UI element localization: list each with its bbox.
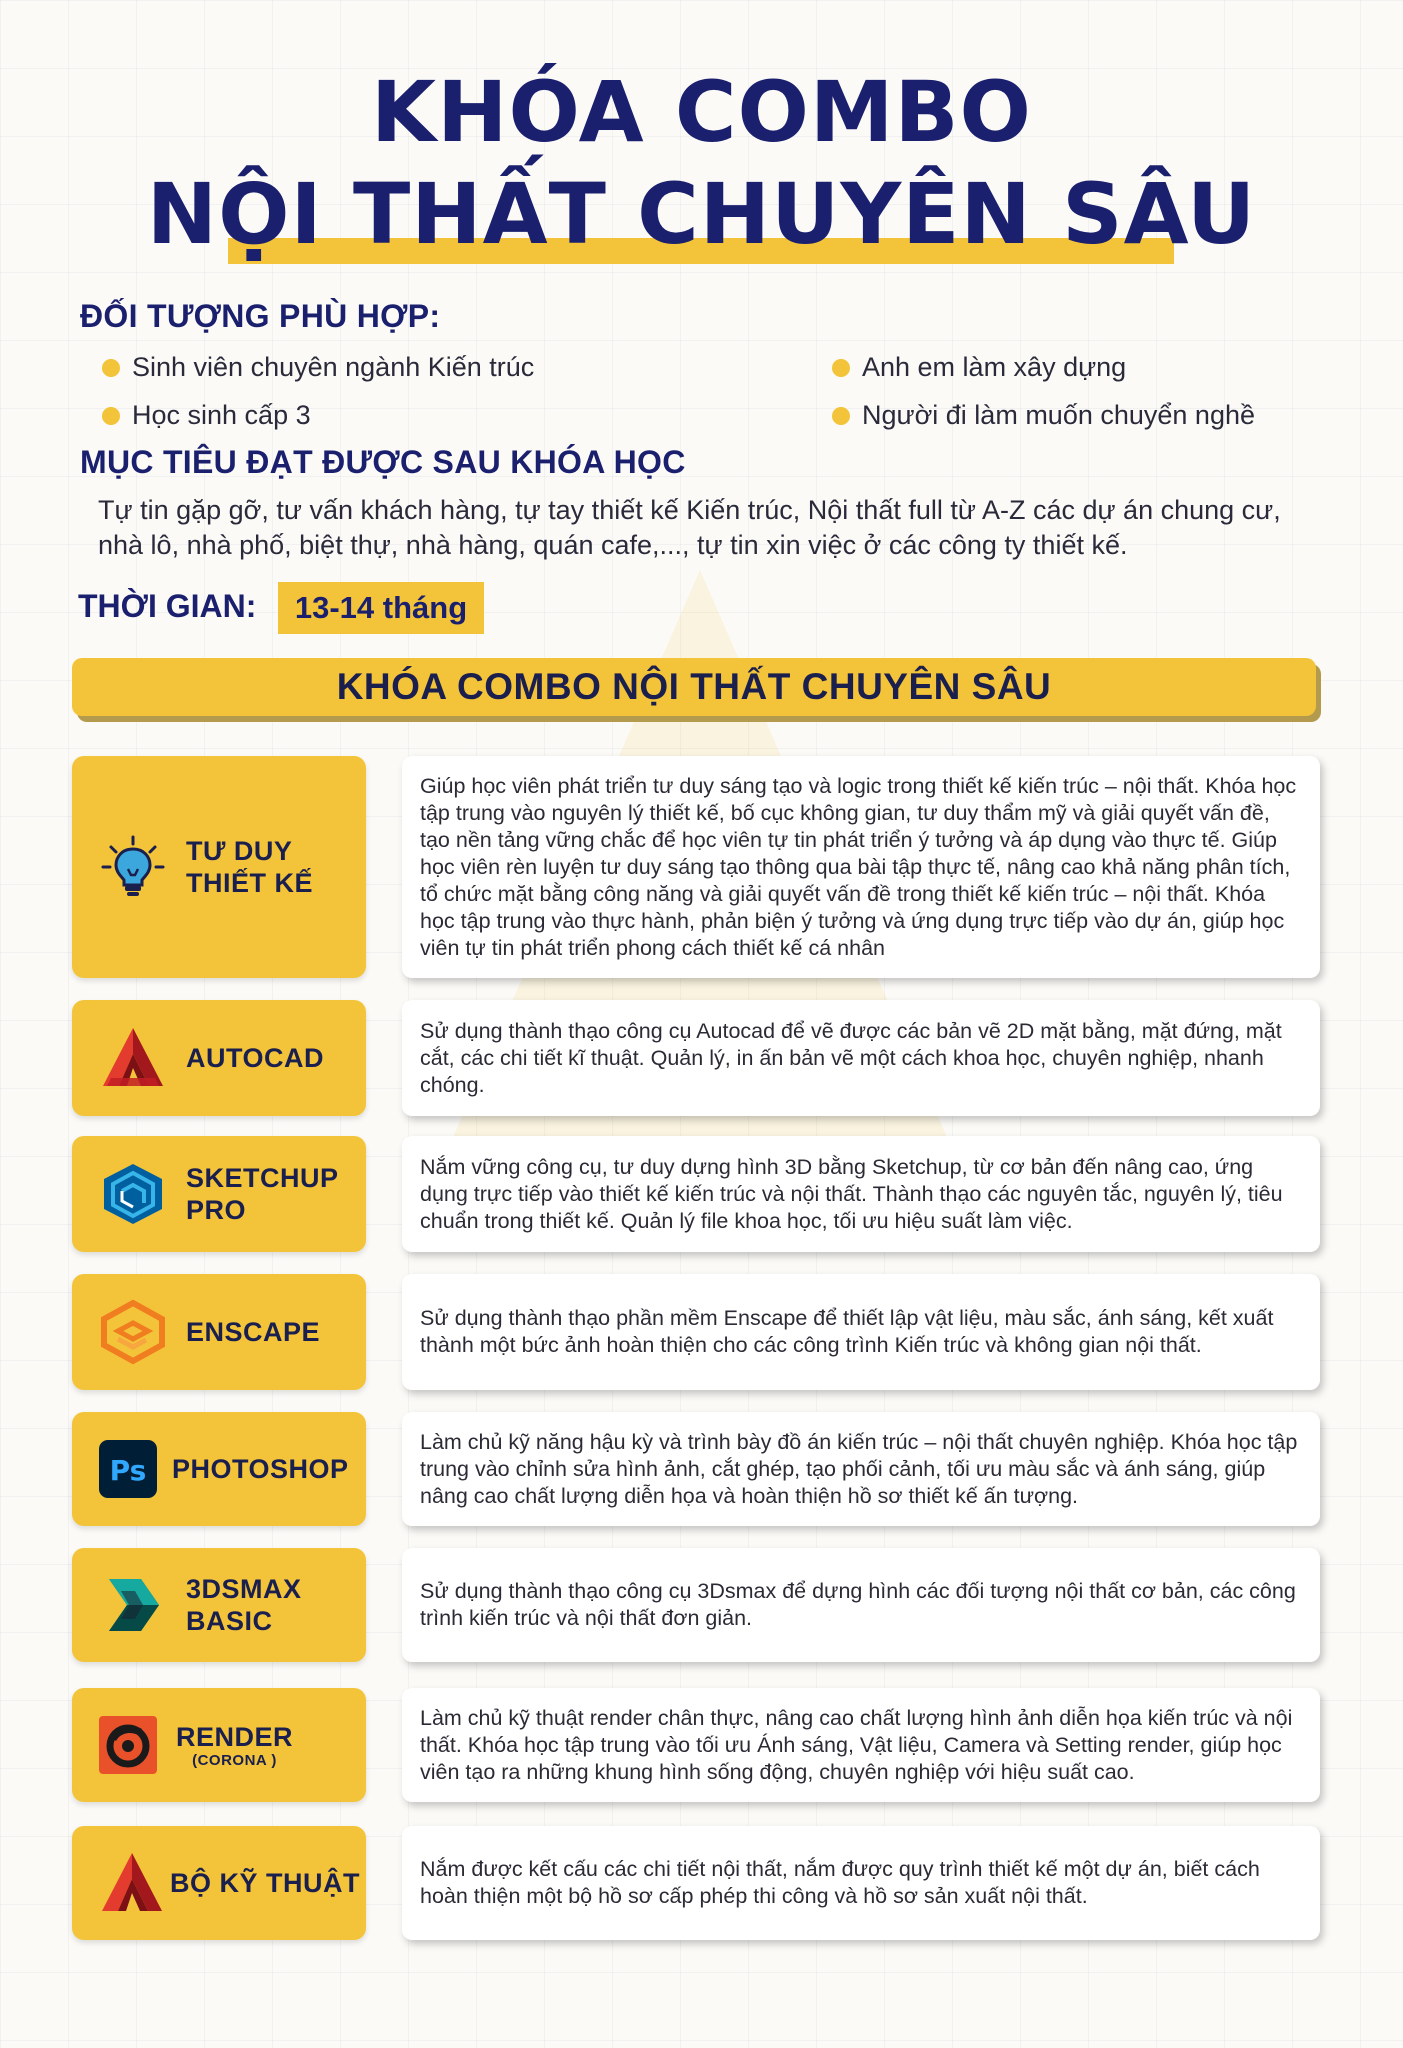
course-description-card (402, 1274, 1320, 1390)
audience-item-text: Người đi làm muốn chuyển nghề (862, 400, 1255, 430)
audience-item-text: Học sinh cấp 3 (132, 400, 311, 430)
course-label: AUTOCAD (186, 1043, 324, 1073)
course-description: Nắm được kết cấu các chi tiết nội thất, nắm được quy trình thiết kế một dự án, biết cách hoàn thiện một bộ hồ sơ cấp phép thi công và hồ sơ sản xuất nội thất. (420, 1857, 1260, 1908)
course-label: SKETCHUP PRO (186, 1163, 339, 1225)
course-description: Làm chủ kỹ năng hậu kỳ và trình bày đồ án kiến trúc – nội thất chuyên nghiệp. Khóa học tập trung vào chỉnh sửa hình ảnh, cắt ghép, tạo phối cảnh, tối ưu màu sắc và ánh sáng, giúp nâng cao chất lượng diễn họa và hoàn thiện hồ sơ thiết kế ấn tượng. (420, 1429, 1298, 1508)
bullet-dot (832, 407, 850, 425)
course-description: Sử dụng thành thạo phần mềm Enscape để thiết lập vật liệu, màu sắc, ánh sáng, kết xuất thành một bức ảnh hoàn thiện cho các công trình Kiến trúc và không gian nội thất. (420, 1306, 1274, 1357)
audience-heading: ĐỐI TƯỢNG PHÙ HỢP: (80, 298, 441, 334)
technical-set-icon (100, 1848, 164, 1918)
course-row (72, 1826, 1320, 1940)
course-description: Làm chủ kỹ thuật render chân thực, nâng cao chất lượng hình ảnh diễn họa kiến trúc và nội thất. Khóa học tập trung vào tối ưu Ánh sáng, Vật liệu, Camera và Setting render, giúp học viên tạo ra những khung hình sống động, chuyên nghiệp với hiệu suất cao. (420, 1705, 1293, 1784)
course-description-card (402, 756, 1320, 978)
course-card (72, 1548, 366, 1662)
enscape-icon (98, 1297, 168, 1367)
time-label: THỜI GIAN: (78, 588, 257, 624)
goal-heading: MỤC TIÊU ĐẠT ĐƯỢC SAU KHÓA HỌC (80, 444, 686, 480)
course-description-card (402, 1688, 1320, 1802)
corona-render-icon (98, 1715, 158, 1775)
sketchup-icon (98, 1159, 168, 1229)
bullet-dot (102, 359, 120, 377)
course-label: TƯ DUY THIẾT KẾ (186, 836, 314, 898)
audience-item (102, 352, 534, 383)
course-card (72, 1000, 366, 1116)
course-card (72, 1826, 366, 1940)
bullet-dot (832, 359, 850, 377)
course-card (72, 1412, 366, 1526)
audience-item-text: Anh em làm xây dựng (862, 352, 1127, 382)
course-label: ENSCAPE (186, 1317, 321, 1347)
course-description-card (402, 1548, 1320, 1662)
audience-item-text: Sinh viên chuyên ngành Kiến trúc (132, 352, 535, 382)
page-title-line1: KHÓA COMBO (371, 63, 1032, 161)
course-row (72, 1688, 1320, 1802)
photoshop-icon-text: Ps (109, 1454, 147, 1487)
course-label (176, 1689, 293, 1801)
course-row (72, 756, 1320, 978)
course-card (72, 756, 366, 978)
page-title-line2: NỘI THẤT CHUYÊN SÂU (146, 165, 1257, 263)
bullet-dot (102, 407, 120, 425)
photoshop-icon (98, 1439, 158, 1499)
audience-item (102, 400, 311, 431)
course-sublabel: (CORONA ) (192, 1752, 277, 1769)
goal-text: Tự tin gặp gỡ, tư vấn khách hàng, tự tay thiết kế Kiến trúc, Nội thất full từ A-Z các dự án chung cư, nhà lô, nhà phố, biệt thự, nhà hàng, quán cafe,..., tự tin xin việc ở các công ty thiết kế. (98, 495, 1281, 560)
course-row (72, 1000, 1320, 1116)
course-row (72, 1136, 1320, 1252)
audience-item (832, 352, 1126, 383)
course-row (72, 1548, 1320, 1662)
course-description-card (402, 1826, 1320, 1940)
audience-item (832, 400, 1255, 431)
course-label-text: RENDER (176, 1722, 294, 1752)
course-description-card (402, 1000, 1320, 1116)
lightbulb-icon (98, 832, 168, 902)
course-label: BỘ KỸ THUẬT (170, 1868, 360, 1898)
course-card (72, 1274, 366, 1390)
course-description: Nắm vững công cụ, tư duy dựng hình 3D bằng Sketchup, từ cơ bản đến nâng cao, ứng dụng trực tiếp vào thiết kế kiến trúc và nội thất. Thành thạo các nguyên tắc, nguyên lý, tiêu chuẩn trong thiết kế. Quản lý file khoa học, tối ưu hiệu suất làm việc. (420, 1154, 1283, 1233)
course-description-card (402, 1136, 1320, 1252)
time-value: 13-14 tháng (278, 582, 484, 634)
course-description: Giúp học viên phát triển tư duy sáng tạo và logic trong thiết kế kiến trúc – nội thất. Khóa học tập trung vào nguyên lý thiết kế, bố cục không gian, tư duy thẩm mỹ và giải quyết vấn đề, tạo nền tảng vững chắc để học viên tự tin phát triển ý tưởng và áp dụng vào thực tế. Giúp học viên rèn luyện tư duy sáng tạo thông qua bài tập thực tế, nâng cao khả năng phân tích, tổ chức mặt bằng công năng và giải quyết vấn đề trong thiết kế kiến trúc – nội thất. Khóa học tập trung vào thực hành, phản biện ý tưởng và ứng dụng trực tiếp vào dự án, giúp học viên tự tin phát triển phong cách thiết kế cá nhân (420, 773, 1297, 960)
course-label: PHOTOSHOP (172, 1454, 349, 1484)
course-description: Sử dụng thành thạo công cụ Autocad để vẽ được các bản vẽ 2D mặt bằng, mặt đứng, mặt cắt, các chi tiết kĩ thuật. Quản lý, in ấn bản vẽ một cách khoa học, chuyên nghiệp, nhanh chóng. (420, 1018, 1282, 1097)
course-row (72, 1274, 1320, 1390)
3dsmax-icon (98, 1570, 168, 1640)
course-card (72, 1136, 366, 1252)
course-label: 3DSMAX BASIC (186, 1574, 302, 1636)
course-row (72, 1412, 1320, 1526)
course-card (72, 1688, 366, 1802)
course-description: Sử dụng thành thạo công cụ 3Dsmax để dựng hình các đối tượng nội thất cơ bản, các công trình kiến trúc và nội thất đơn giản. (420, 1579, 1296, 1630)
course-description-card (402, 1412, 1320, 1526)
autocad-icon (98, 1023, 168, 1093)
course-banner: KHÓA COMBO NỘI THẤT CHUYÊN SÂU (72, 658, 1316, 716)
